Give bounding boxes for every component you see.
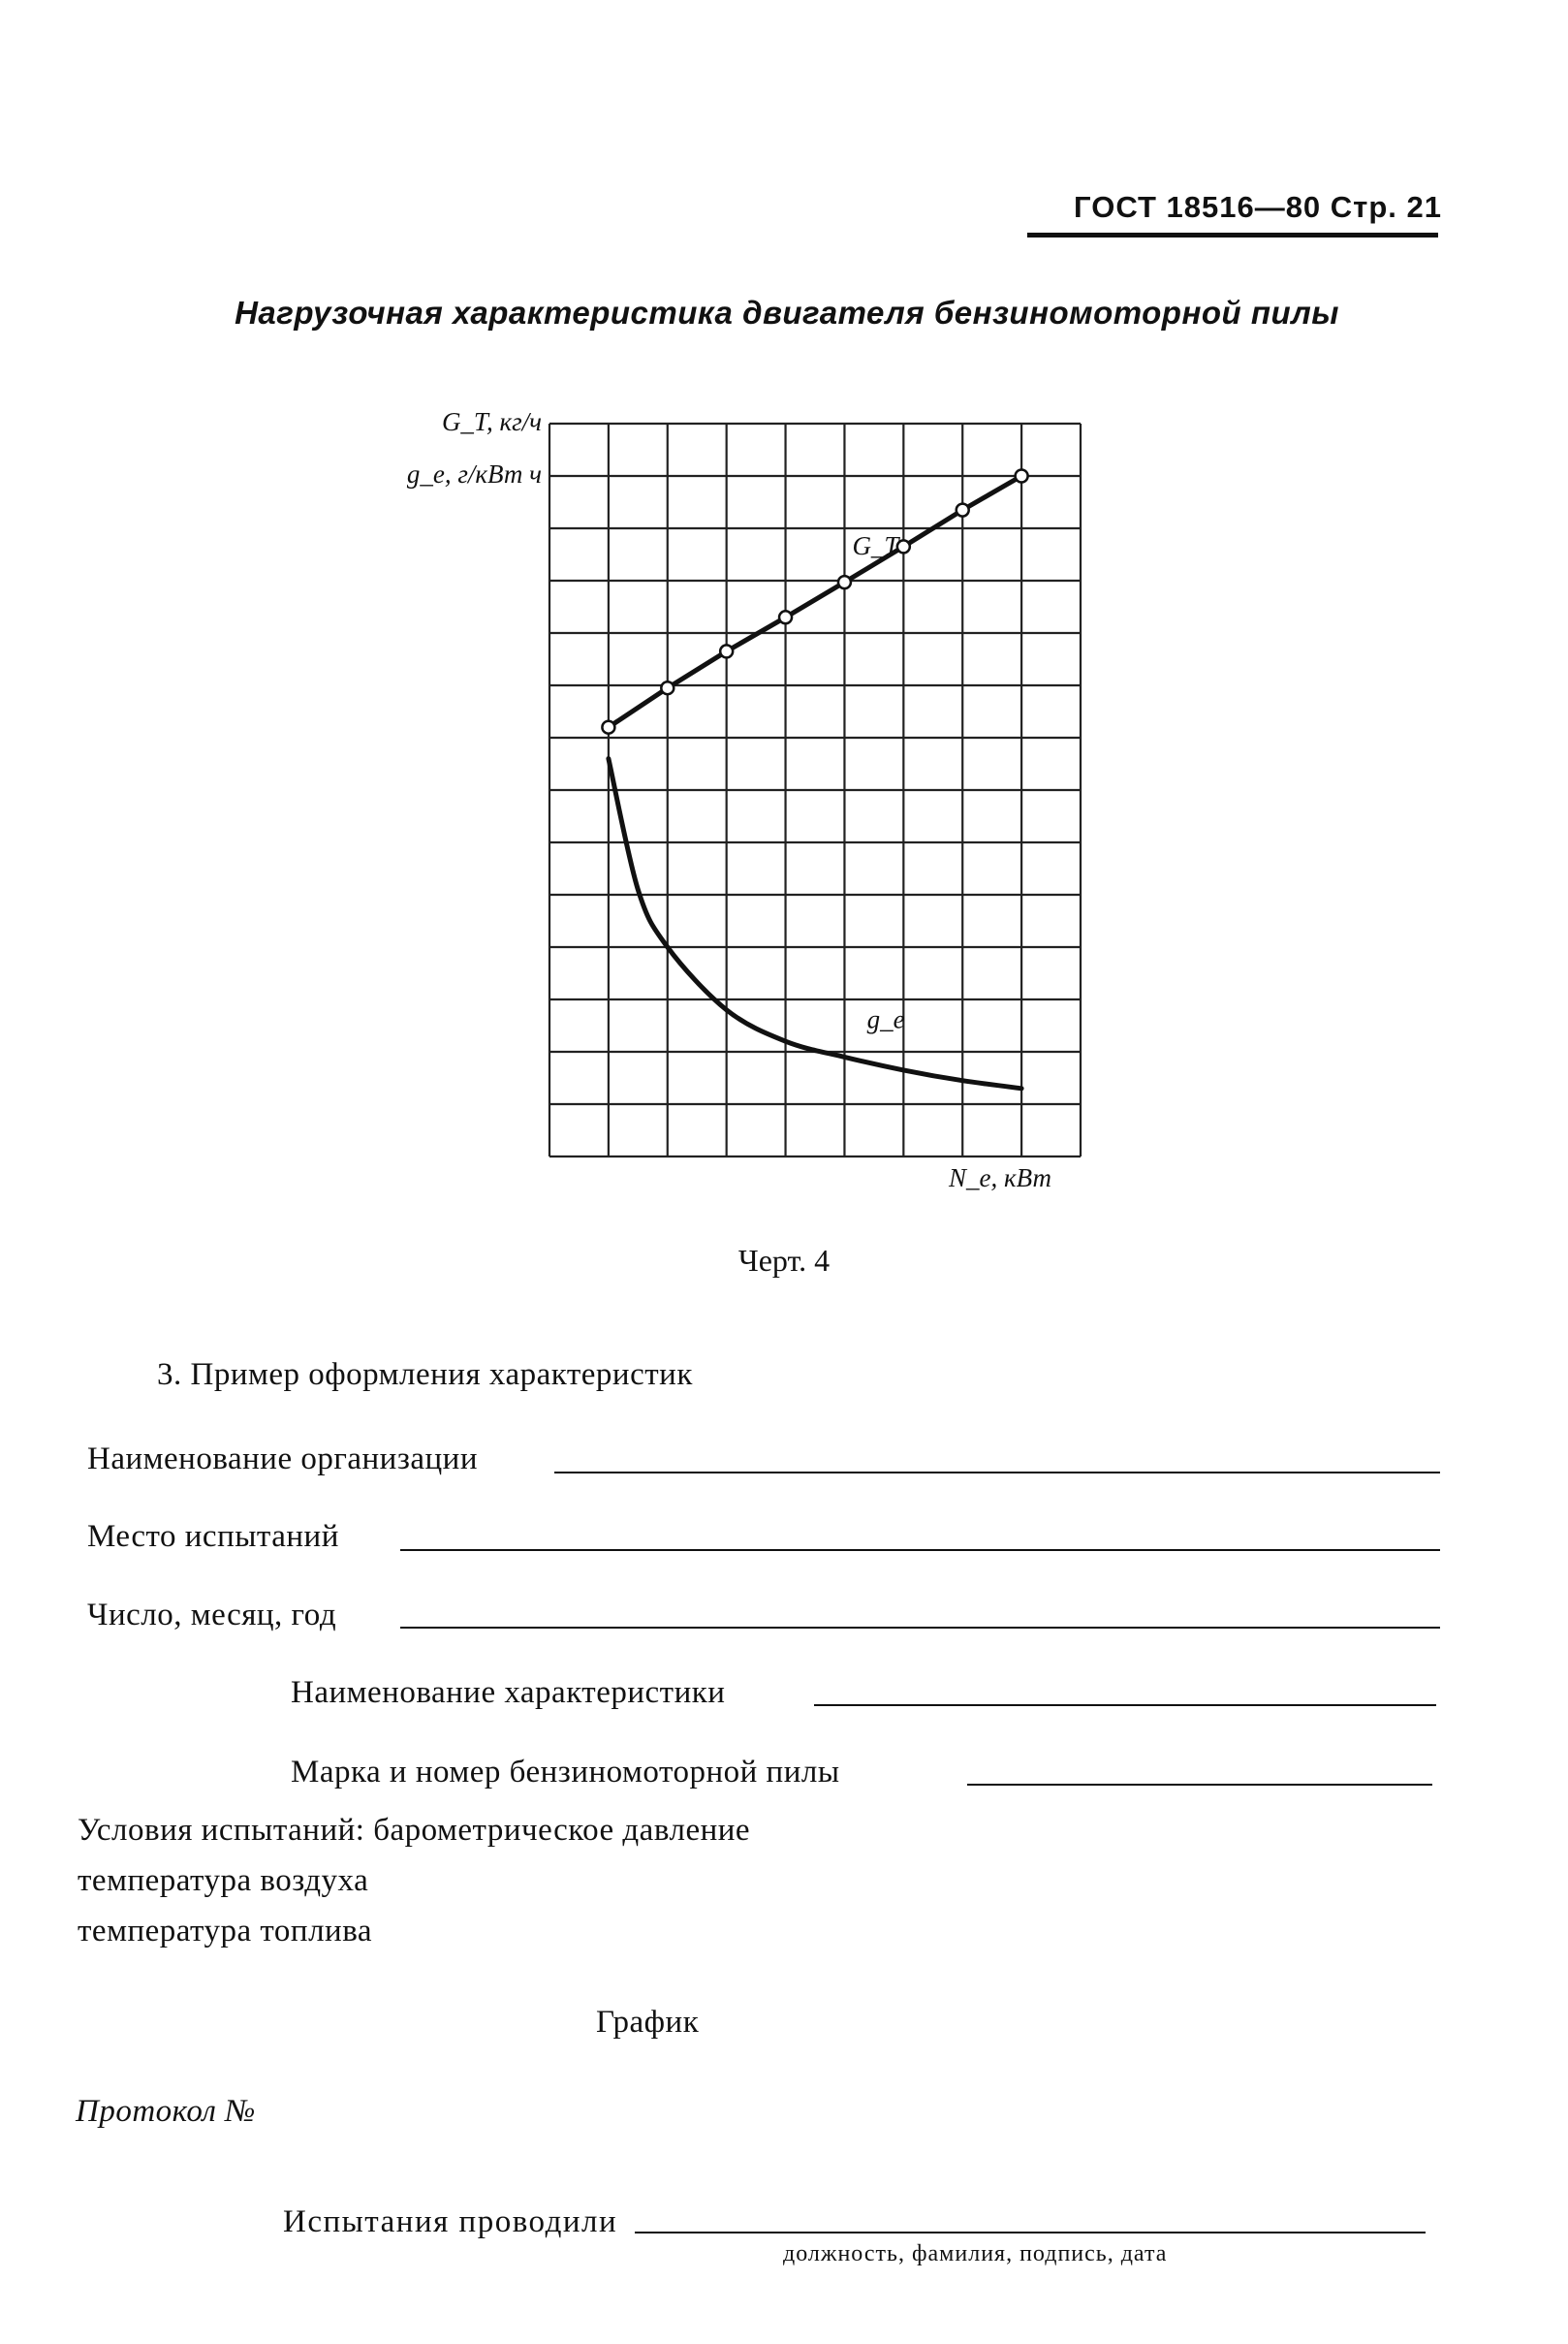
field-label-organization: Наименование организации: [87, 1441, 479, 1476]
field-line-saw-brand[interactable]: [967, 1784, 1432, 1786]
y-axis-label-gt: G_T, кг/ч: [441, 407, 542, 436]
series-label-ge: g_e: [866, 1004, 905, 1034]
data-point-marker: [661, 681, 674, 694]
standard-header: ГОСТ 18516—80 Стр. 21: [1074, 190, 1442, 224]
data-point-marker: [602, 721, 614, 734]
chart-series: [602, 470, 1027, 1089]
tested-by-line[interactable]: [635, 2232, 1426, 2233]
tested-by-label: Испытания проводили: [283, 2204, 618, 2239]
field-label-saw-brand: Марка и номер бензиномоторной пилы: [291, 1755, 840, 1790]
chart-grid: [549, 424, 1081, 1156]
data-point-marker: [1016, 470, 1028, 483]
data-point-marker: [720, 645, 733, 657]
section-heading: 3. Пример оформления характеристик: [157, 1357, 693, 1392]
series-line-ge: [609, 759, 1021, 1089]
data-point-marker: [956, 504, 969, 517]
y-axis-label-ge: g_e, г/кВт ч: [406, 459, 542, 489]
field-line-characteristic-name[interactable]: [814, 1704, 1436, 1706]
field-label-characteristic-name: Наименование характеристики: [291, 1675, 726, 1710]
tested-by-hint: должность, фамилия, подпись, дата: [783, 2241, 1168, 2266]
field-line-test-site[interactable]: [400, 1549, 1440, 1551]
data-point-marker: [838, 576, 851, 588]
data-point-marker: [779, 611, 792, 623]
conditions-line-3: температура топлива: [78, 1914, 373, 1948]
series-label-gt: G_T: [852, 531, 899, 560]
graph-label: График: [596, 2005, 700, 2040]
conditions-line-1: Условия испытаний: барометрическое давление: [78, 1813, 751, 1848]
field-line-organization[interactable]: [554, 1472, 1440, 1473]
figure-caption: Черт. 4: [737, 1243, 831, 1278]
protocol-label: Протокол №: [76, 2094, 256, 2129]
data-point-marker: [897, 540, 910, 553]
field-label-date: Число, месяц, год: [87, 1598, 337, 1632]
field-label-test-site: Место испытаний: [87, 1519, 339, 1554]
figure-title: Нагрузочная характеристика двигателя бензиномоторной пилы: [235, 295, 1339, 331]
x-axis-label: N_e, кВт: [949, 1163, 1051, 1192]
conditions-line-2: температура воздуха: [78, 1863, 369, 1898]
field-line-date[interactable]: [400, 1627, 1440, 1629]
